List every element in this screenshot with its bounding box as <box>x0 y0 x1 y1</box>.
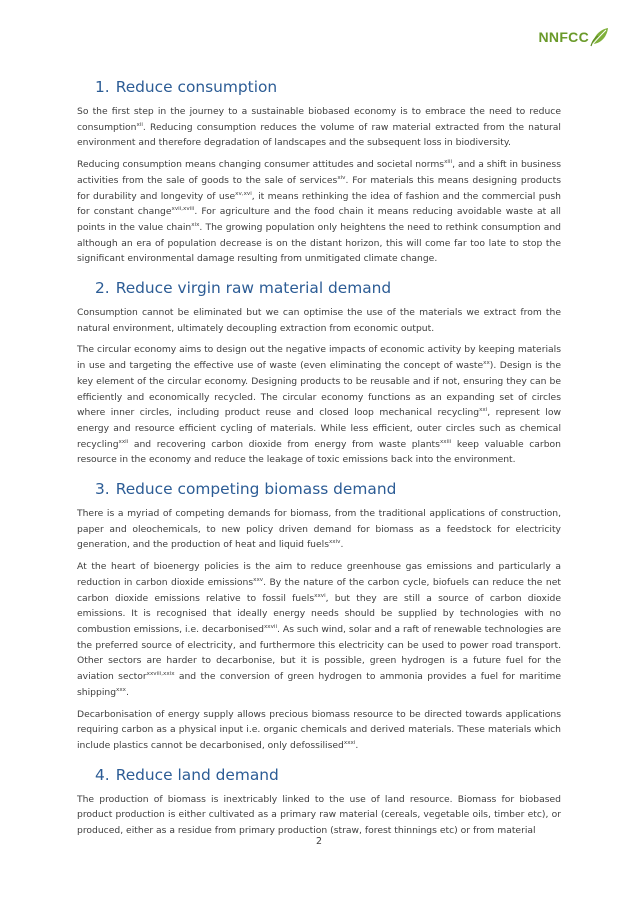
text-run: So the first step in the journey to a sustainable biobased economy is to embrace the need to reduce consumption <box>77 106 561 133</box>
paragraph <box>77 157 561 267</box>
section-number: 4. <box>95 765 110 784</box>
text-run: The circular economy aims to design out the negative impacts of economic activity by keeping materials in use and targeting the effective use of waste (even eliminating the concept of waste <box>77 344 561 372</box>
text-run: . <box>125 686 129 698</box>
paragraph <box>77 104 561 151</box>
section-heading <box>95 474 561 504</box>
text-run: ). Design is the key element of the circular economy. Designing products to be reusable and if not, ensuring they can be efficiently and economically recycled. The circular economy functions as an expanding set of circles where inner circles, including product reuse and closed loop mechanical recycling <box>77 360 561 419</box>
footnote-ref: xiii <box>444 159 453 166</box>
paragraph <box>77 707 561 754</box>
text-run: , it means rethinking the idea of fashion and the commercial push for constant change <box>77 190 561 218</box>
text-run: . <box>355 739 359 751</box>
text-run: . Reducing consumption reduces the volume of raw material extracted from the natural environment and therefore degradation of landscapes and the subsequent loss in biodiversity. <box>77 121 561 149</box>
text-run: Decarbonisation of energy supply allows precious biomass resource to be directed towards applications requiring carbon as a physical input i.e. organic chemicals and derived materials. These materials which include plastics cannot be decarbonised, only defossilised <box>77 708 561 751</box>
text-run: , represent low energy and resource efficient cycling of materials. While less efficient, outer circles such as chemical recycling <box>77 407 561 450</box>
section-number: 3. <box>95 480 110 499</box>
footnote-ref: xv,xvi <box>235 190 252 197</box>
text-run: and the conversion of green hydrogen to ammonia provides a fuel for maritime shipping <box>77 671 562 698</box>
section <box>77 474 561 754</box>
paragraph <box>77 305 561 336</box>
text-run: and recovering carbon dioxide from energy from waste plants <box>128 438 440 450</box>
footnote-ref: xxx <box>116 686 126 693</box>
footnote-ref: xxi <box>479 407 488 414</box>
section-title: Reduce competing biomass demand <box>115 480 397 499</box>
text-run: keep valuable carbon resource in the economy and reduce the leakage of toxic emissions back into the environment. <box>77 438 561 466</box>
text-run: . <box>340 539 344 551</box>
section-title: Reduce consumption <box>115 78 278 96</box>
footnote-ref: xii <box>136 121 143 128</box>
footnote-ref: xxvii <box>264 623 278 630</box>
footnote-ref: xix <box>191 221 200 228</box>
nnfcc-logo <box>539 26 611 48</box>
footnote-ref: xiv <box>337 174 346 181</box>
section-number: 2. <box>95 279 110 298</box>
section <box>77 72 561 267</box>
text-run: . For agriculture and the food chain it means reducing avoidable waste at all points in the value chain <box>77 206 561 233</box>
section-number: 1. <box>95 78 110 96</box>
paragraph <box>77 792 561 839</box>
text-run: Reducing consumption means changing consumer attitudes and societal norms <box>77 159 445 171</box>
text-run: . For materials this means designing products for durability and longevity of use <box>77 174 561 202</box>
section-title: Reduce land demand <box>115 765 279 784</box>
paragraph <box>77 559 561 700</box>
logo-text: NNFCC <box>538 29 589 45</box>
section-title: Reduce virgin raw material demand <box>115 279 392 298</box>
text-run: At the heart of bioenergy policies is the aim to reduce greenhouse gas emissions and particularly a reduction in carbon dioxide emissions <box>77 561 561 588</box>
section-heading <box>95 72 561 102</box>
document-body <box>77 72 561 845</box>
section <box>77 760 561 839</box>
footnote-ref: xxv <box>253 576 264 583</box>
paragraph <box>77 342 561 468</box>
footnote-ref: xvii,xviii <box>171 206 195 213</box>
footnote-ref: xxiii <box>439 438 452 445</box>
text-run: There is a myriad of competing demands for biomass, from the traditional applications of construction, paper and oleochemicals, to new policy driven demand for biomass as a feedstock for electricity generation, and the production of heat and liquid fuels <box>77 508 561 551</box>
section <box>77 273 561 468</box>
leaf-icon <box>590 26 610 48</box>
footnote-ref: xxvi <box>314 592 326 599</box>
text-run: , but they are still a source of carbon dioxide emissions. It is recognised that ideally energy needs should be supplied by technologies with no combustion emissions, i.e. decarbonised <box>77 592 561 635</box>
footnote-ref: xxiv <box>329 539 341 546</box>
text-run: , and a shift in business activities from the sale of goods to the sale of services <box>77 159 561 186</box>
footnote-ref: xxviii,xxix <box>146 671 175 678</box>
section-heading <box>95 760 561 790</box>
footnote-ref: xx <box>483 360 490 367</box>
paragraph <box>77 506 561 553</box>
footnote-ref: xxxi <box>343 739 356 746</box>
text-run: . By the nature of the carbon cycle, biofuels can reduce the net carbon dioxide emissions relative to fossil fuels <box>77 576 561 604</box>
footnote-ref: xxii <box>118 438 129 445</box>
text-run: . As such wind, solar and a raft of renewable technologies are the preferred source of electricity, and furthermore this electricity can be used to power road transport. Other sectors are harder to decarbonise, but it is possible, green hydrogen is a future fuel for the aviation sector <box>77 623 561 683</box>
section-heading <box>95 273 561 303</box>
page-number: 2 <box>315 836 323 847</box>
text-run: Consumption cannot be eliminated but we can optimise the use of the materials we extract from the natural environment, ultimately decoupling extraction from economic output. <box>77 307 561 334</box>
text-run: The production of biomass is inextricably linked to the use of land resource. Biomass for biobased product production is either cultivated as a primary raw material (cereals, vegetable oils, timber etc), or produced, either as a residue from primary production (straw, forest thinnings etc) or from material <box>77 793 561 837</box>
text-run: . The growing population only heightens the need to rethink consumption and although an era of population decrease is on the distant horizon, this will come far too late to stop the significant environmental damage resulting from unmitigated climate change. <box>77 221 562 265</box>
